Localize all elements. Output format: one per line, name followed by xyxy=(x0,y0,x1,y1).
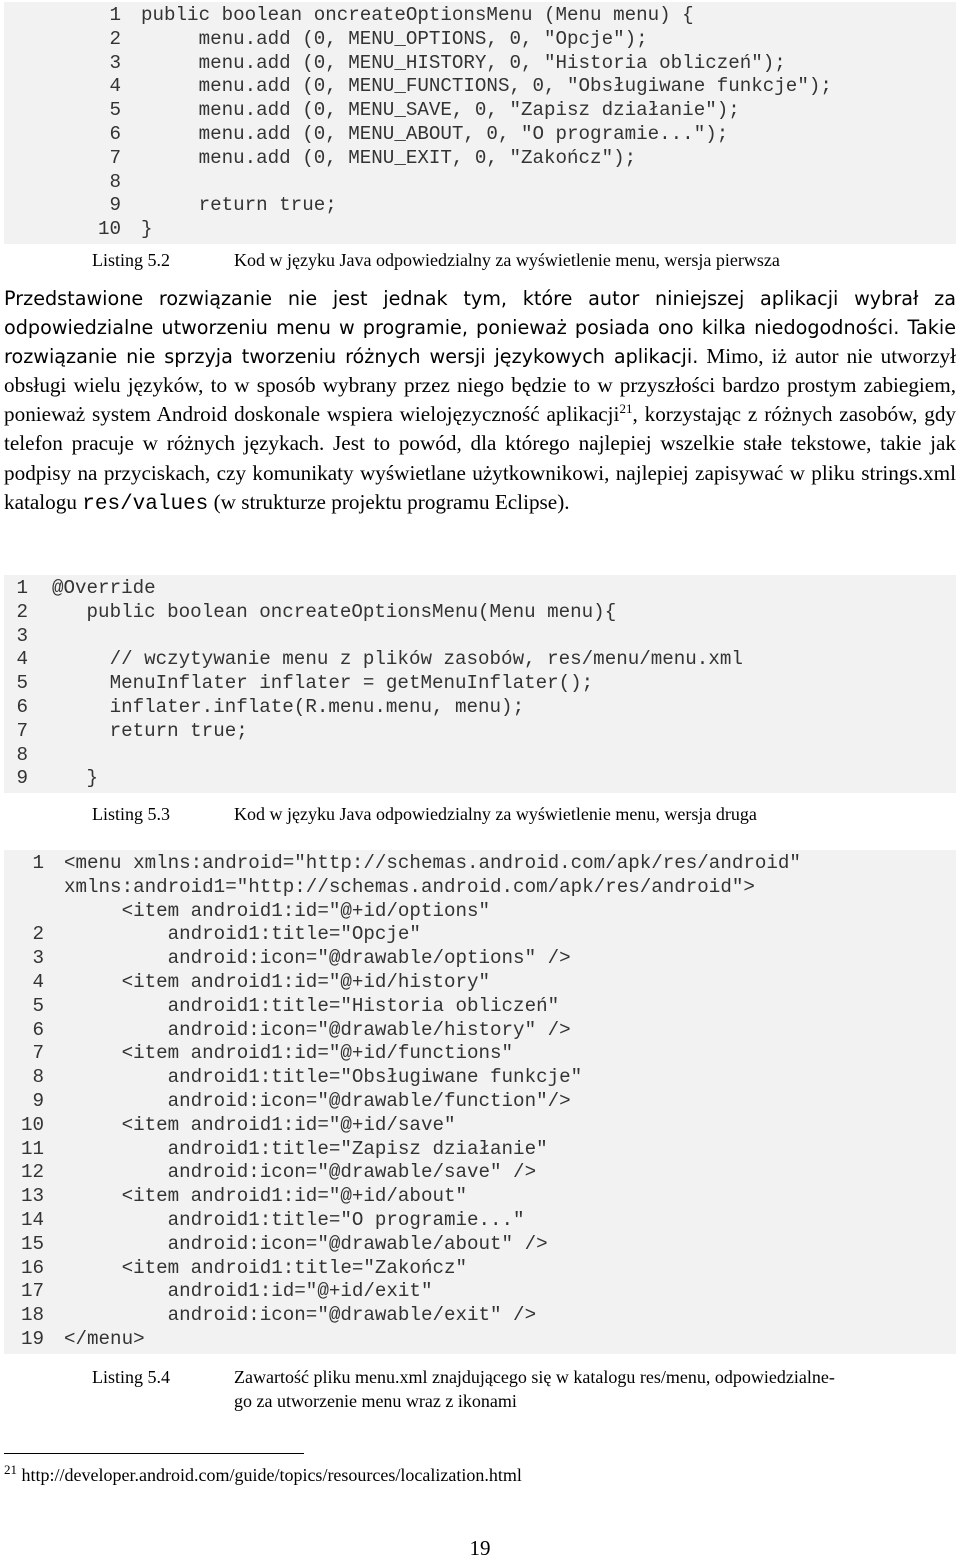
code-line xyxy=(4,1019,956,1043)
code-text: // wczytywanie menu z plików zasobów, res/menu/menu.xml xyxy=(52,648,743,671)
code-listing-5-2 xyxy=(4,2,956,244)
code-line xyxy=(4,171,956,195)
footnote-link[interactable]: http://developer.android.com/guide/topics/resources/localization.html xyxy=(17,1465,522,1485)
line-number: 13 xyxy=(20,1185,44,1208)
line-number: 19 xyxy=(20,1327,44,1350)
code-line xyxy=(4,99,956,123)
code-text: xmlns:android1="http://schemas.android.com/apk/res/android"> xyxy=(64,875,755,898)
code-line xyxy=(4,876,956,900)
caption-label: Listing 5.2 xyxy=(92,250,171,270)
line-number: 15 xyxy=(20,1232,44,1255)
line-number: 2 xyxy=(16,600,28,623)
line-number: 8 xyxy=(16,743,28,766)
code-line xyxy=(4,1090,956,1114)
footnote-reference: 21 xyxy=(619,401,633,417)
line-number: 12 xyxy=(20,1161,44,1184)
code-line xyxy=(4,900,956,924)
code-text: @Override xyxy=(52,577,156,599)
code-text: menu.add (0, MENU_HISTORY, 0, "Historia obliczeń"); xyxy=(141,51,786,74)
code-listing-5-3 xyxy=(4,575,956,793)
code-line xyxy=(4,625,956,649)
code-line xyxy=(4,194,956,218)
code-text: android1:title="Zapisz działanie" xyxy=(64,1137,548,1160)
code-text: android:icon="@drawable/history" /> xyxy=(64,1018,571,1041)
code-line xyxy=(4,1114,956,1138)
code-text: public boolean oncreateOptionsMenu (Menu menu) { xyxy=(141,4,694,26)
code-line xyxy=(4,1185,956,1209)
code-text: public boolean oncreateOptionsMenu(Menu menu){ xyxy=(52,600,617,623)
line-number: 4 xyxy=(109,75,121,98)
line-number: 7 xyxy=(16,719,28,742)
code-line xyxy=(4,672,956,696)
page-number: 19 xyxy=(469,1536,491,1560)
paragraph-text-2: Mimo, iż autor nie utworzył obsługi wielu języków, to w sposób wybrany przez niego będzie to w przyszłości bardzo prostym zabiegiem, ponieważ system Android doskonale wspiera wielojęzyczność aplikacji xyxy=(4,344,956,427)
code-text: <menu xmlns:android="http://schemas.android.com/apk/res/android" xyxy=(64,852,801,874)
line-number: 14 xyxy=(20,1208,44,1231)
code-line xyxy=(4,971,956,995)
code-text: <item android1:id="@+id/save" xyxy=(64,1113,456,1136)
caption-text-line-1: Zawartość pliku menu.xml znajdującego się w katalogu res/menu, odpowiedzialne- xyxy=(234,1367,835,1387)
code-line xyxy=(4,1304,956,1328)
code-line xyxy=(4,4,956,28)
line-number: 11 xyxy=(20,1137,44,1160)
caption-listing-5-4 xyxy=(0,1365,960,1415)
line-number: 18 xyxy=(20,1304,44,1327)
code-text: menu.add (0, MENU_ABOUT, 0, "O programie..."); xyxy=(141,122,729,145)
code-line xyxy=(4,577,956,601)
caption-text xyxy=(234,1365,944,1413)
line-number: 2 xyxy=(109,27,121,50)
footnote xyxy=(4,1463,522,1487)
code-line xyxy=(4,744,956,768)
code-line xyxy=(4,852,956,876)
code-line xyxy=(4,648,956,672)
code-text: <item android1:id="@+id/functions" xyxy=(64,1042,514,1065)
code-text: MenuInflater inflater = getMenuInflater(); xyxy=(52,672,594,695)
paragraph-text-3: , korzystając z różnych zasobów, gdy telefon pracuje w różnych językach. Jest to powód, dla którego najlepiej wszelkie stałe tekstowe, takie jak podpisy na przyciskach, czy komunikaty wyświetlane użytkownikowi, najlepiej zapisywać w pliku strings.xml katalogu xyxy=(4,402,957,514)
code-path: res/values xyxy=(82,492,209,516)
code-line xyxy=(4,947,956,971)
caption-label: Listing 5.3 xyxy=(92,804,171,824)
line-number: 5 xyxy=(109,99,121,122)
code-text: return true; xyxy=(52,719,248,742)
line-number: 3 xyxy=(32,947,44,970)
code-listing-5-4 xyxy=(4,850,956,1354)
code-line xyxy=(4,696,956,720)
code-line xyxy=(4,923,956,947)
line-number: 8 xyxy=(109,170,121,193)
code-line xyxy=(4,720,956,744)
code-text: android:icon="@drawable/exit" /> xyxy=(64,1304,537,1327)
line-number: 1 xyxy=(109,4,121,26)
code-text: menu.add (0, MENU_SAVE, 0, "Zapisz działanie"); xyxy=(141,99,740,122)
code-line xyxy=(4,218,956,242)
line-number: 16 xyxy=(20,1256,44,1279)
code-line xyxy=(4,28,956,52)
code-text: </menu> xyxy=(64,1327,145,1350)
line-number: 7 xyxy=(109,146,121,169)
code-text: menu.add (0, MENU_EXIT, 0, "Zakończ"); xyxy=(141,146,637,169)
code-text: } xyxy=(52,767,99,790)
code-line xyxy=(4,1257,956,1281)
line-number: 6 xyxy=(16,695,28,718)
code-text: <item android1:id="@+id/options" xyxy=(64,899,491,922)
line-number: 10 xyxy=(97,218,121,241)
paragraph-text-4: (w strukturze projektu programu Eclipse). xyxy=(208,489,570,514)
line-number: 2 xyxy=(32,923,44,946)
code-text: <item android1:id="@+id/about" xyxy=(64,1185,468,1208)
line-number: 9 xyxy=(109,194,121,217)
line-number: 10 xyxy=(20,1113,44,1136)
code-text: android1:id="@+id/exit" xyxy=(64,1280,433,1303)
line-number: 17 xyxy=(20,1280,44,1303)
line-number: 4 xyxy=(16,648,28,671)
code-line xyxy=(4,1066,956,1090)
line-number: 1 xyxy=(16,577,28,599)
code-line xyxy=(4,147,956,171)
code-line xyxy=(4,75,956,99)
code-text: menu.add (0, MENU_FUNCTIONS, 0, "Obsługiwane funkcje"); xyxy=(141,75,832,98)
line-number: 6 xyxy=(32,1018,44,1041)
line-number: 5 xyxy=(16,672,28,695)
code-text: <item android1:id="@+id/history" xyxy=(64,970,491,993)
line-number: 6 xyxy=(109,122,121,145)
code-text: android1:title="Obsługiwane funkcje" xyxy=(64,1066,583,1089)
code-text: android1:title="O programie..." xyxy=(64,1208,525,1231)
code-line xyxy=(4,995,956,1019)
footnote-divider xyxy=(4,1453,304,1454)
line-number: 8 xyxy=(32,1066,44,1089)
code-text: android1:title="Historia obliczeń" xyxy=(64,994,560,1017)
code-text: menu.add (0, MENU_OPTIONS, 0, "Opcje"); xyxy=(141,27,648,50)
code-line xyxy=(4,52,956,76)
code-text: android:icon="@drawable/about" /> xyxy=(64,1232,548,1255)
paragraph-text-1: Przedstawione rozwiązanie nie jest jednak tym, które autor niniejszej aplikacji wybrał za odpowiedzialne utworzeniu menu w programie, ponieważ posiada ono kilka niedogodności. Takie rozwiązanie nie sprzyja tworzeniu różnych wersji językowych aplikacji. xyxy=(4,287,956,369)
code-line xyxy=(4,1328,956,1352)
line-number: 9 xyxy=(32,1089,44,1112)
line-number: 9 xyxy=(16,767,28,790)
caption-label: Listing 5.4 xyxy=(92,1367,171,1387)
code-text: } xyxy=(141,218,153,241)
caption-text: Kod w języku Java odpowiedzialny za wyświetlenie menu, wersja pierwsza xyxy=(234,250,780,270)
body-paragraph xyxy=(4,284,956,519)
caption-text-line-2: go za utworzenie menu wraz z ikonami xyxy=(234,1391,517,1411)
line-number: 4 xyxy=(32,970,44,993)
line-number: 3 xyxy=(109,51,121,74)
code-text: return true; xyxy=(141,194,337,217)
code-line xyxy=(4,1209,956,1233)
code-text: android:icon="@drawable/save" /> xyxy=(64,1161,537,1184)
line-number: 5 xyxy=(32,994,44,1017)
code-line xyxy=(4,1042,956,1066)
footnote-number: 21 xyxy=(4,1462,17,1477)
code-line xyxy=(4,1280,956,1304)
line-number: 1 xyxy=(32,852,44,874)
code-line xyxy=(4,123,956,147)
line-number: 7 xyxy=(32,1042,44,1065)
code-line xyxy=(4,1138,956,1162)
code-text: <item android1:title="Zakończ" xyxy=(64,1256,468,1279)
code-text: android:icon="@drawable/function"/> xyxy=(64,1089,571,1112)
code-text: android1:title="Opcje" xyxy=(64,923,421,946)
code-line xyxy=(4,767,956,791)
code-line xyxy=(4,1233,956,1257)
code-line xyxy=(4,1161,956,1185)
line-number: 3 xyxy=(16,624,28,647)
code-line xyxy=(4,601,956,625)
code-text: android:icon="@drawable/options" /> xyxy=(64,947,571,970)
code-text: inflater.inflate(R.menu.menu, menu); xyxy=(52,695,525,718)
caption-text: Kod w języku Java odpowiedzialny za wyświetlenie menu, wersja druga xyxy=(234,804,757,824)
